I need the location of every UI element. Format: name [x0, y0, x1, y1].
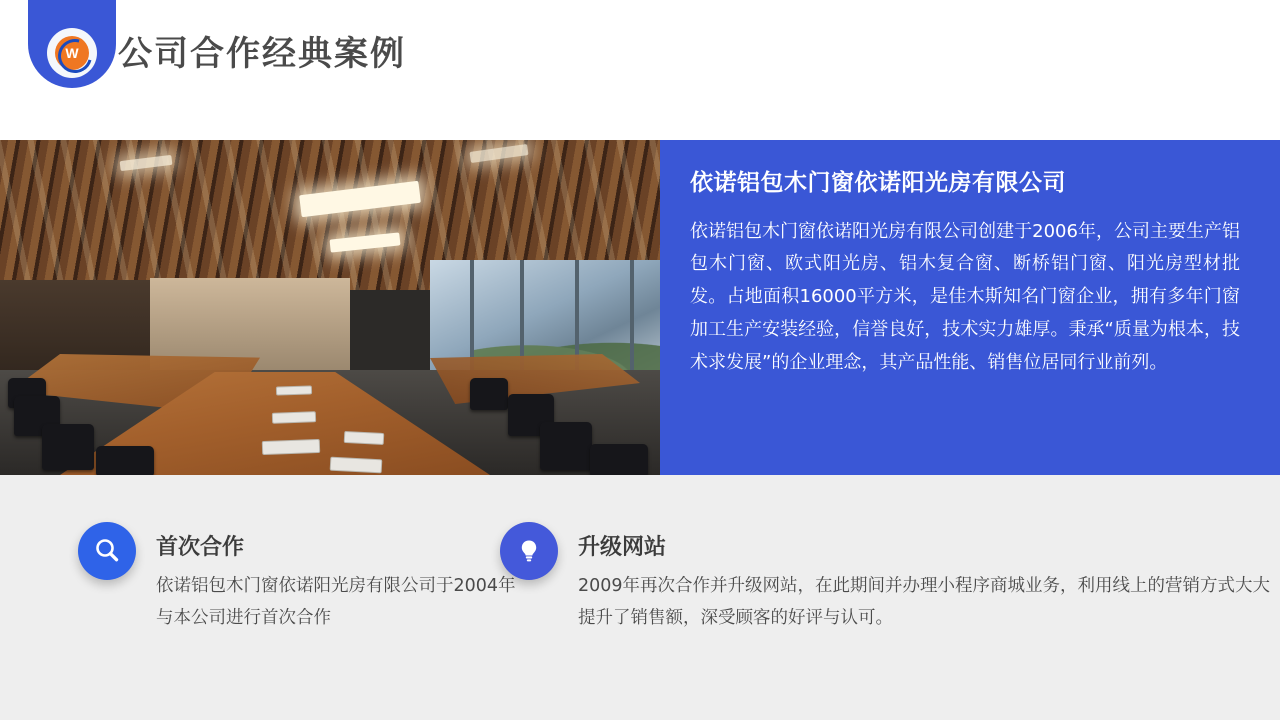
- logo-letter: W: [65, 45, 79, 61]
- feature-title: 升级网站: [578, 535, 667, 560]
- hero-band: [0, 140, 1280, 475]
- logo-mark-icon: [55, 36, 89, 70]
- photo-table-panel: [262, 439, 320, 455]
- feature-text: 依诺铝包木门窗依诺阳光房有限公司于2004年与本公司进行首次合作: [156, 576, 516, 629]
- photo-chair: [590, 444, 648, 475]
- logo-circle: [47, 28, 97, 78]
- photo-chair: [96, 446, 154, 475]
- photo-table-panel: [276, 385, 312, 395]
- company-logo: [28, 0, 116, 88]
- photo-chair: [42, 424, 94, 470]
- company-name: 依诺铝包木门窗依诺阳光房有限公司: [690, 170, 1066, 196]
- feature-text: 2009年再次合作并升级网站，在此期间并办理小程序商城业务，利用线上的营销方式大大提升了销售额，深受顾客的好评与认可。: [578, 576, 1271, 629]
- company-description-panel: [660, 140, 1280, 475]
- company-description: 依诺铝包木门窗依诺阳光房有限公司创建于2006年，公司主要生产铝包木门窗、欧式阳光房、铝木复合窗、断桥铝门窗、阳光房型材批发。占地面积16000平方米，是佳木斯知名门窗企业，拥有多年门窗加工生产安装经验，信誉良好，技术实力雄厚。秉承“质量为根本，技术求发展”的企业理念，其产品性能、销售位居同行业前列。: [690, 220, 1240, 373]
- slide-header: [0, 0, 1280, 135]
- photo-table-panel: [330, 457, 383, 474]
- photo-table-panel: [344, 431, 385, 445]
- page-title: 公司合作经典案例: [118, 34, 406, 74]
- lightbulb-icon: [500, 522, 558, 580]
- photo-chair: [540, 422, 592, 470]
- feature-title: 首次合作: [156, 535, 245, 560]
- photo-chair: [470, 378, 508, 410]
- office-photo: [0, 140, 660, 475]
- photo-table-panel: [272, 411, 316, 424]
- search-icon: [78, 522, 136, 580]
